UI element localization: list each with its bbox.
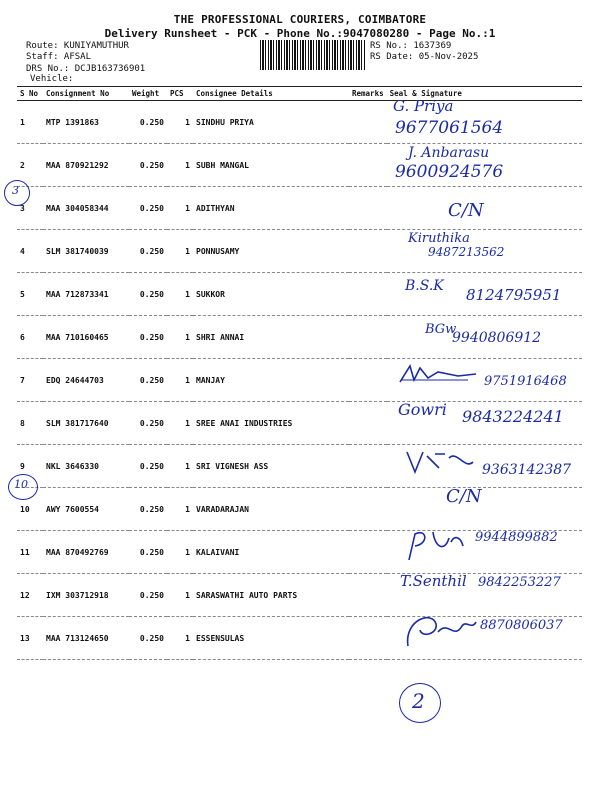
- table-row: [17, 101, 582, 144]
- table-row: [17, 445, 582, 488]
- cell-consignment: NKL 3646330: [43, 445, 129, 488]
- cell-signature: [387, 617, 582, 660]
- cell-consignee: ADITHYAN: [193, 187, 349, 230]
- table-row: [17, 187, 582, 230]
- cell-consignee: MANJAY: [193, 359, 349, 402]
- table-row: [17, 574, 582, 617]
- cell-remarks: [349, 273, 387, 316]
- cell-weight: 0.250: [129, 359, 167, 402]
- cell-consignee: SRI VIGNESH ASS: [193, 445, 349, 488]
- cell-signature: [387, 273, 582, 316]
- col-consignment: Consignment No: [43, 87, 129, 101]
- cell-sno: 9: [17, 445, 43, 488]
- cell-consignment: MAA 304058344: [43, 187, 129, 230]
- cell-sno: 3: [17, 187, 43, 230]
- cell-sno: 5: [17, 273, 43, 316]
- phone-5: 8124795951: [466, 286, 562, 304]
- cell-weight: 0.250: [129, 144, 167, 187]
- cell-consignment: MAA 870921292: [43, 144, 129, 187]
- cell-weight: 0.250: [129, 187, 167, 230]
- cell-pcs: 1: [167, 273, 193, 316]
- cell-remarks: [349, 445, 387, 488]
- phone-4: 9487213562: [428, 245, 505, 259]
- table-row: [17, 488, 582, 531]
- phone-1: 9677061564: [395, 118, 504, 138]
- cell-consignment: AWY 7600554: [43, 488, 129, 531]
- cell-weight: 0.250: [129, 402, 167, 445]
- cell-weight: 0.250: [129, 445, 167, 488]
- phone-12: 9842253227: [478, 575, 561, 590]
- cell-weight: 0.250: [129, 316, 167, 359]
- cell-remarks: [349, 187, 387, 230]
- cell-weight: 0.250: [129, 617, 167, 660]
- cell-weight: 0.250: [129, 531, 167, 574]
- table-row: [17, 273, 582, 316]
- cell-remarks: [349, 531, 387, 574]
- cell-consignment: IXM 303712918: [43, 574, 129, 617]
- phone-6: 9940806912: [452, 330, 542, 346]
- page-count-label: 2: [412, 689, 425, 713]
- signature-4: Kiruthika: [408, 231, 470, 246]
- cell-signature: [387, 144, 582, 187]
- cell-signature: [387, 488, 582, 531]
- cell-consignee: PONNUSAMY: [193, 230, 349, 273]
- signature-8: Gowri: [398, 400, 447, 419]
- company-title: THE PROFESSIONAL COURIERS, COIMBATORE: [173, 13, 427, 26]
- cell-remarks: [349, 144, 387, 187]
- cell-weight: 0.250: [129, 101, 167, 144]
- cell-sno: 7: [17, 359, 43, 402]
- cell-remarks: [349, 617, 387, 660]
- cell-sno: 4: [17, 230, 43, 273]
- col-weight: Weight: [129, 87, 167, 101]
- note-3: C/N: [448, 200, 484, 221]
- table-row: [17, 359, 582, 402]
- cell-consignee: ESSENSULAS: [193, 617, 349, 660]
- signature-2: J. Anbarasu: [408, 145, 490, 161]
- cell-signature: [387, 230, 582, 273]
- col-pcs: PCS: [167, 87, 193, 101]
- cell-pcs: 1: [167, 617, 193, 660]
- col-sno: S No: [17, 87, 43, 101]
- table-row: [17, 617, 582, 660]
- cell-sno: 8: [17, 402, 43, 445]
- phone-11: 9944899882: [475, 530, 558, 545]
- cell-consignment: SLM 381717640: [43, 402, 129, 445]
- rs-date-line: RS Date: 05-Nov-2025: [370, 52, 479, 62]
- barcode: [260, 40, 366, 70]
- signature-5: B.S.K: [405, 278, 444, 294]
- table-row: [17, 230, 582, 273]
- cell-pcs: 1: [167, 101, 193, 144]
- staff-line: Staff: AFSAL: [26, 52, 92, 62]
- cell-sno: 6: [17, 316, 43, 359]
- phone-13: 8870806037: [480, 618, 563, 633]
- vehicle-line: Vehicle:: [30, 74, 74, 84]
- cell-pcs: 1: [167, 531, 193, 574]
- signature-1: G. Priya: [393, 97, 454, 115]
- cell-sno: 2: [17, 144, 43, 187]
- route-line: Route: KUNIYAMUTHUR: [26, 41, 129, 51]
- cell-pcs: 1: [167, 574, 193, 617]
- cell-consignee: SUKKOR: [193, 273, 349, 316]
- cell-consignment: MAA 712873341: [43, 273, 129, 316]
- signature-12: T.Senthil: [400, 572, 467, 590]
- cell-weight: 0.250: [129, 574, 167, 617]
- col-consignee: Consignee Details: [193, 87, 349, 101]
- cell-weight: 0.250: [129, 488, 167, 531]
- cell-signature: [387, 402, 582, 445]
- cell-consignee: KALAIVANI: [193, 531, 349, 574]
- cell-signature: [387, 445, 582, 488]
- cell-remarks: [349, 316, 387, 359]
- cell-consignment: EDQ 24644703: [43, 359, 129, 402]
- cell-weight: 0.250: [129, 273, 167, 316]
- phone-9: 9363142387: [482, 462, 572, 478]
- cell-consignee: SREE ANAI INDUSTRIES: [193, 402, 349, 445]
- col-remarks: Remarks: [349, 87, 387, 101]
- runsheet-subtitle: Delivery Runsheet - PCK - Phone No.:9047080280 - Page No.:1: [104, 27, 496, 40]
- cell-pcs: 1: [167, 144, 193, 187]
- cell-sno: 11: [17, 531, 43, 574]
- table-row: [17, 316, 582, 359]
- cell-signature: [387, 359, 582, 402]
- cell-consignment: MAA 710160465: [43, 316, 129, 359]
- cell-pcs: 1: [167, 316, 193, 359]
- cell-remarks: [349, 230, 387, 273]
- cell-remarks: [349, 574, 387, 617]
- cell-remarks: [349, 101, 387, 144]
- cell-consignment: MAA 713124650: [43, 617, 129, 660]
- table-header-row: [17, 87, 582, 101]
- page-count-circle: [399, 683, 441, 723]
- cell-signature: [387, 531, 582, 574]
- phone-2: 9600924576: [395, 162, 504, 182]
- cell-weight: 0.250: [129, 230, 167, 273]
- cell-consignee: SHRI ANNAI: [193, 316, 349, 359]
- cell-pcs: 1: [167, 488, 193, 531]
- runsheet-table: [17, 86, 582, 660]
- circle-10-label: 10: [14, 478, 28, 491]
- cell-remarks: [349, 359, 387, 402]
- cell-pcs: 1: [167, 445, 193, 488]
- cell-signature: [387, 187, 582, 230]
- cell-consignment: SLM 381740039: [43, 230, 129, 273]
- cell-signature: [387, 101, 582, 144]
- cell-pcs: 1: [167, 230, 193, 273]
- cell-consignee: SARASWATHI AUTO PARTS: [193, 574, 349, 617]
- cell-consignee: SUBH MANGAL: [193, 144, 349, 187]
- table-row: [17, 531, 582, 574]
- cell-sno: 1: [17, 101, 43, 144]
- col-signature: Seal & Signature: [387, 87, 582, 101]
- cell-consignment: MTP 1391863: [43, 101, 129, 144]
- table-row: [17, 144, 582, 187]
- note-10: C/N: [446, 486, 482, 507]
- rs-no-line: RS No.: 1637369: [370, 41, 452, 51]
- cell-consignment: MAA 870492769: [43, 531, 129, 574]
- cell-remarks: [349, 402, 387, 445]
- cell-consignee: VARADARAJAN: [193, 488, 349, 531]
- circle-3-label: 3: [12, 184, 19, 197]
- table-row: [17, 402, 582, 445]
- phone-7: 9751916468: [484, 374, 567, 389]
- cell-signature: [387, 574, 582, 617]
- phone-8: 9843224241: [462, 407, 564, 426]
- cell-sno: 12: [17, 574, 43, 617]
- cell-pcs: 1: [167, 187, 193, 230]
- cell-consignee: SINDHU PRIYA: [193, 101, 349, 144]
- drs-line: DRS No.: DCJB163736901: [26, 64, 146, 74]
- cell-remarks: [349, 488, 387, 531]
- cell-sno: 13: [17, 617, 43, 660]
- cell-pcs: 1: [167, 402, 193, 445]
- signature-6: BGw: [425, 322, 457, 337]
- cell-signature: [387, 316, 582, 359]
- cell-sno: 10: [17, 488, 43, 531]
- cell-pcs: 1: [167, 359, 193, 402]
